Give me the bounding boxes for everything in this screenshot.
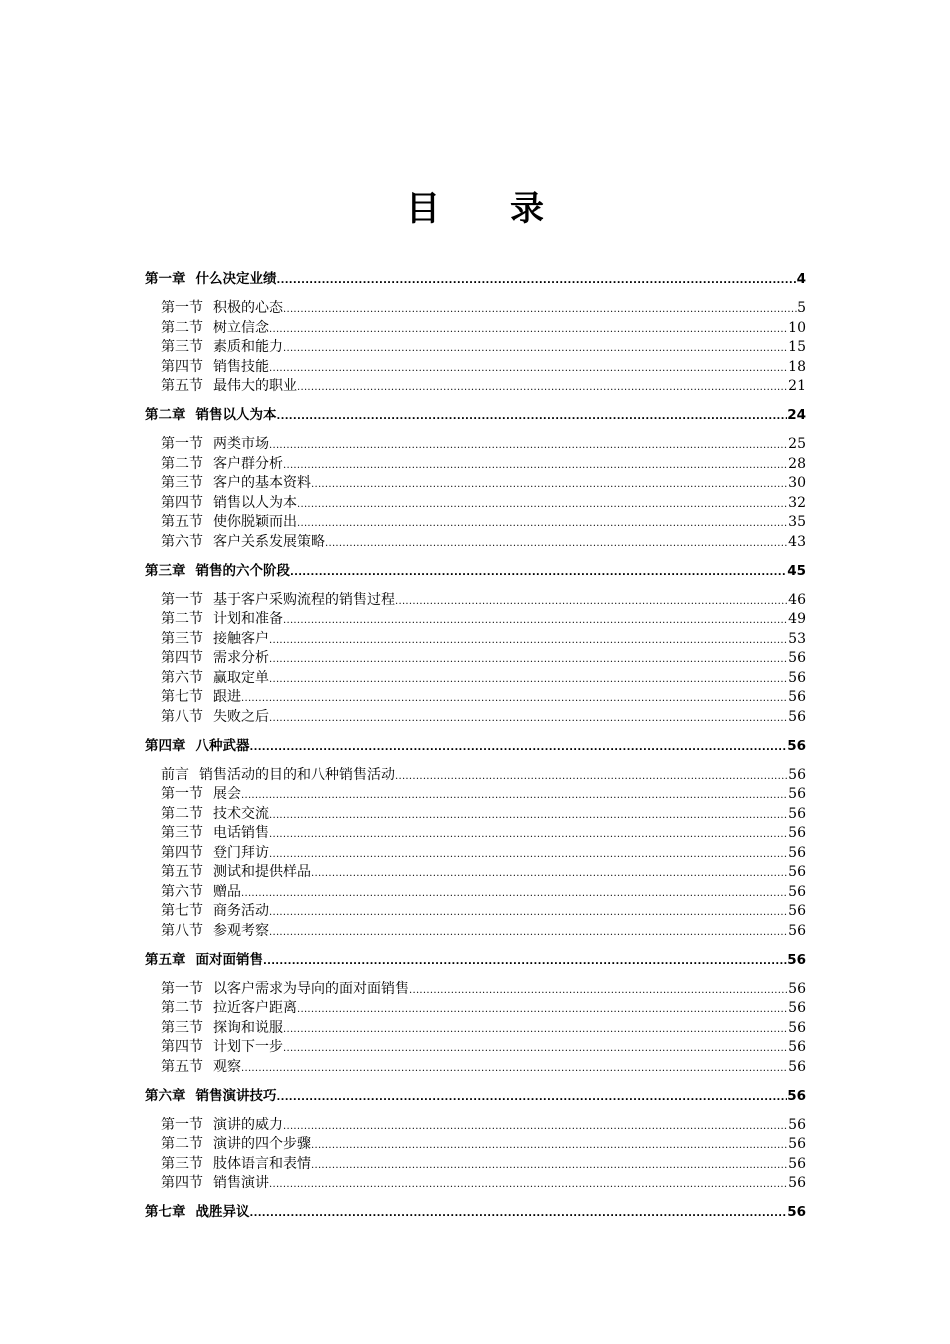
toc-chapter-entry[interactable] <box>145 1087 806 1107</box>
dot-leader <box>409 981 788 1000</box>
section-page-number: 56 <box>788 669 806 686</box>
chapter-block <box>145 270 806 397</box>
section-page-number: 18 <box>788 358 806 375</box>
chapter-block <box>145 951 806 1078</box>
chapter-title: 销售演讲技巧 <box>195 1087 277 1104</box>
dot-leader <box>277 271 797 290</box>
section-title: 失败之后 <box>213 708 269 725</box>
dot-leader <box>297 1000 788 1019</box>
toc-section-entry[interactable] <box>145 766 806 786</box>
toc-section-entry[interactable] <box>145 902 806 922</box>
section-title: 销售技能 <box>213 358 269 375</box>
section-page-number: 49 <box>788 611 806 627</box>
section-title: 客户群分析 <box>213 455 283 472</box>
toc-section-entry[interactable] <box>145 533 806 553</box>
chapter-number: 第六章 <box>145 1087 186 1104</box>
section-label <box>161 319 269 339</box>
section-number: 第一节 <box>161 1116 203 1133</box>
section-label <box>161 630 269 650</box>
dot-leader <box>311 1156 788 1175</box>
section-label <box>161 513 297 533</box>
dot-leader <box>311 864 788 883</box>
section-number: 第一节 <box>161 980 203 997</box>
section-number: 第四节 <box>161 1039 203 1055</box>
section-label <box>161 844 269 864</box>
toc-chapter-entry[interactable] <box>145 951 806 971</box>
dot-leader <box>250 738 788 757</box>
section-title: 测试和提供样品 <box>213 864 311 880</box>
chapter-label <box>145 1203 250 1223</box>
section-label <box>161 883 241 903</box>
chapter-block <box>145 562 806 728</box>
chapter-page-number: 4 <box>796 271 806 287</box>
chapter-number: 第三章 <box>145 562 186 579</box>
dot-leader <box>283 1039 788 1058</box>
toc-section-entry[interactable] <box>145 1058 806 1078</box>
section-page-number: 56 <box>788 980 806 997</box>
section-title: 计划和准备 <box>213 611 283 627</box>
toc-section-entry[interactable] <box>145 863 806 883</box>
toc-section-entry[interactable] <box>145 494 806 514</box>
section-page-number: 21 <box>788 378 806 394</box>
dot-leader <box>269 1175 788 1194</box>
chapter-title: 销售的六个阶段 <box>195 562 290 579</box>
section-number: 第二节 <box>161 611 203 627</box>
chapter-block <box>145 1087 806 1194</box>
section-number: 第三节 <box>161 475 203 491</box>
chapter-label <box>145 951 263 971</box>
toc-section-entry[interactable] <box>145 883 806 903</box>
toc-section-entry[interactable] <box>145 1174 806 1194</box>
dot-leader <box>269 903 788 922</box>
section-number: 第四节 <box>161 844 203 861</box>
section-number: 第四节 <box>161 358 203 375</box>
dot-leader <box>395 592 788 611</box>
section-page-number: 56 <box>788 805 806 822</box>
section-page-number: 35 <box>788 514 806 530</box>
toc-section-entry[interactable] <box>145 455 806 475</box>
section-label <box>161 377 297 397</box>
dot-leader <box>290 563 787 582</box>
section-number: 第六节 <box>161 669 203 686</box>
toc-chapter-entry[interactable] <box>145 562 806 582</box>
dot-leader <box>325 534 788 553</box>
section-label <box>161 1135 311 1155</box>
section-label <box>161 610 283 630</box>
section-title: 跟进 <box>213 689 241 705</box>
toc-chapter-entry[interactable] <box>145 406 806 426</box>
section-label <box>161 785 241 805</box>
section-label <box>161 980 409 1000</box>
section-label <box>161 688 241 708</box>
section-label <box>161 1155 311 1175</box>
dot-leader <box>283 1020 788 1039</box>
section-label <box>161 435 269 455</box>
toc-section-entry[interactable] <box>145 669 806 689</box>
section-label <box>161 863 311 883</box>
dot-leader <box>269 650 788 669</box>
section-title: 演讲的四个步骤 <box>213 1136 311 1152</box>
section-page-number: 46 <box>788 591 806 608</box>
section-number: 第八节 <box>161 922 203 939</box>
section-title: 赢取定单 <box>213 669 269 686</box>
toc-section-entry[interactable] <box>145 435 806 455</box>
dot-leader <box>297 378 788 397</box>
dot-leader <box>241 1059 788 1078</box>
section-label <box>161 1174 269 1194</box>
dot-leader <box>269 359 788 378</box>
section-label <box>161 1019 283 1039</box>
section-number: 第一节 <box>161 436 203 452</box>
section-page-number: 56 <box>788 1175 806 1191</box>
chapter-label <box>145 406 277 426</box>
section-number: 第一节 <box>161 591 203 608</box>
section-number: 第八节 <box>161 708 203 725</box>
section-label <box>161 455 283 475</box>
section-page-number: 56 <box>788 1116 806 1133</box>
section-label <box>161 1058 241 1078</box>
toc-section-entry[interactable] <box>145 824 806 844</box>
section-number: 前言 <box>161 766 189 783</box>
dot-leader <box>263 952 787 971</box>
section-number: 第一节 <box>161 300 203 316</box>
section-title: 电话销售 <box>213 825 269 841</box>
dot-leader <box>269 320 788 339</box>
section-title: 需求分析 <box>213 650 269 666</box>
toc-section-entry[interactable] <box>145 513 806 533</box>
section-page-number: 56 <box>788 1155 806 1172</box>
section-number: 第三节 <box>161 339 203 355</box>
section-label <box>161 474 311 494</box>
section-page-number: 56 <box>788 825 806 841</box>
dot-leader <box>241 689 788 708</box>
section-title: 销售演讲 <box>213 1175 269 1191</box>
section-title: 客户关系发展策略 <box>213 533 325 550</box>
section-title: 登门拜访 <box>213 844 269 861</box>
section-page-number: 56 <box>788 689 806 705</box>
dot-leader <box>269 631 788 650</box>
section-page-number: 56 <box>788 1019 806 1036</box>
section-title: 观察 <box>213 1058 241 1075</box>
dot-leader <box>250 1204 788 1223</box>
section-title: 销售以人为本 <box>213 494 297 511</box>
chapter-title: 八种武器 <box>195 737 250 754</box>
section-number: 第六节 <box>161 533 203 550</box>
section-title: 两类市场 <box>213 436 269 452</box>
toc-section-entry[interactable] <box>145 1116 806 1136</box>
section-page-number: 10 <box>788 319 806 336</box>
title-char-2: 录 <box>510 189 614 229</box>
chapter-page-number: 56 <box>787 1087 806 1104</box>
chapter-block <box>145 1203 806 1223</box>
chapter-title: 面对面销售 <box>195 951 263 968</box>
toc-chapter-entry[interactable] <box>145 270 806 290</box>
chapter-page-number: 56 <box>787 1204 806 1220</box>
toc-section-entry[interactable] <box>145 1155 806 1175</box>
section-page-number: 28 <box>788 455 806 472</box>
section-number: 第三节 <box>161 630 203 647</box>
section-number: 第五节 <box>161 864 203 880</box>
toc-section-entry[interactable] <box>145 922 806 942</box>
section-number: 第二节 <box>161 319 203 336</box>
section-label <box>161 591 395 611</box>
section-label <box>161 338 283 358</box>
section-title: 销售活动的目的和八种销售活动 <box>199 766 395 783</box>
section-label <box>161 533 325 553</box>
section-label <box>161 824 269 844</box>
toc-section-entry[interactable] <box>145 610 806 630</box>
section-label <box>161 649 269 669</box>
chapter-title: 什么决定业绩 <box>195 271 277 287</box>
dot-leader <box>283 339 788 358</box>
section-title: 肢体语言和表情 <box>213 1155 311 1172</box>
section-page-number: 56 <box>788 1058 806 1075</box>
dot-leader <box>297 514 788 533</box>
section-label <box>161 494 297 514</box>
toc-section-entry[interactable] <box>145 688 806 708</box>
section-page-number: 56 <box>788 883 806 900</box>
section-page-number: 56 <box>788 1136 806 1152</box>
toc-section-entry[interactable] <box>145 630 806 650</box>
dot-leader <box>241 786 788 805</box>
section-label <box>161 708 269 728</box>
section-number: 第二节 <box>161 1136 203 1152</box>
section-title: 最伟大的职业 <box>213 378 297 394</box>
toc-section-entry[interactable] <box>145 1019 806 1039</box>
dot-leader <box>277 407 788 426</box>
section-page-number: 56 <box>788 708 806 725</box>
toc-section-entry[interactable] <box>145 980 806 1000</box>
toc-section-entry[interactable] <box>145 1038 806 1058</box>
section-page-number: 56 <box>788 844 806 861</box>
chapter-page-number: 56 <box>787 737 806 754</box>
section-label <box>161 902 269 922</box>
section-number: 第七节 <box>161 903 203 919</box>
toc-section-entry[interactable] <box>145 377 806 397</box>
section-page-number: 56 <box>788 650 806 666</box>
toc-section-entry[interactable] <box>145 785 806 805</box>
section-number: 第七节 <box>161 689 203 705</box>
chapter-label <box>145 737 250 757</box>
chapter-number: 第二章 <box>145 407 186 423</box>
section-title: 技术交流 <box>213 805 269 822</box>
toc-section-entry[interactable] <box>145 591 806 611</box>
dot-leader <box>311 475 788 494</box>
toc-section-entry[interactable] <box>145 649 806 669</box>
chapter-number: 第一章 <box>145 271 186 287</box>
toc-section-entry[interactable] <box>145 474 806 494</box>
table-of-contents <box>145 270 806 1232</box>
section-label <box>161 1038 283 1058</box>
section-number: 第二节 <box>161 805 203 822</box>
dot-leader <box>269 806 788 825</box>
section-number: 第四节 <box>161 1175 203 1191</box>
section-number: 第二节 <box>161 455 203 472</box>
toc-chapter-entry[interactable] <box>145 737 806 757</box>
dot-leader <box>297 495 788 514</box>
dot-leader <box>311 1136 788 1155</box>
section-title: 客户的基本资料 <box>213 475 311 491</box>
section-number: 第三节 <box>161 1019 203 1036</box>
section-label <box>161 669 269 689</box>
section-number: 第五节 <box>161 378 203 394</box>
toc-section-entry[interactable] <box>145 708 806 728</box>
section-title: 拉近客户距离 <box>213 1000 297 1016</box>
toc-section-entry[interactable] <box>145 319 806 339</box>
toc-section-entry[interactable] <box>145 358 806 378</box>
page-title <box>0 186 950 232</box>
section-title: 接触客户 <box>213 630 269 647</box>
section-page-number: 43 <box>788 533 806 550</box>
section-page-number: 25 <box>788 436 806 452</box>
chapter-number: 第五章 <box>145 951 186 968</box>
section-label <box>161 999 297 1019</box>
section-label <box>161 358 269 378</box>
toc-section-entry[interactable] <box>145 1135 806 1155</box>
dot-leader <box>269 436 788 455</box>
section-label <box>161 299 283 319</box>
toc-section-entry[interactable] <box>145 338 806 358</box>
section-title: 参观考察 <box>213 922 269 939</box>
chapter-number: 第七章 <box>145 1204 186 1220</box>
section-page-number: 56 <box>788 1000 806 1016</box>
section-title: 展会 <box>213 786 241 802</box>
toc-section-entry[interactable] <box>145 844 806 864</box>
section-page-number: 56 <box>788 786 806 802</box>
section-page-number: 56 <box>788 864 806 880</box>
section-label <box>161 1116 283 1136</box>
section-title: 以客户需求为导向的面对面销售 <box>213 980 409 997</box>
dot-leader <box>277 1088 788 1107</box>
section-title: 树立信念 <box>213 319 269 336</box>
chapter-title: 销售以人为本 <box>195 407 277 423</box>
chapter-number: 第四章 <box>145 737 186 754</box>
section-number: 第六节 <box>161 883 203 900</box>
chapter-label <box>145 270 277 290</box>
section-number: 第三节 <box>161 825 203 841</box>
chapter-page-number: 56 <box>787 951 806 968</box>
section-title: 探询和说服 <box>213 1019 283 1036</box>
section-label <box>161 805 269 825</box>
dot-leader <box>395 767 788 786</box>
toc-section-entry[interactable] <box>145 805 806 825</box>
section-label <box>161 766 395 786</box>
section-page-number: 56 <box>788 1039 806 1055</box>
chapter-block <box>145 406 806 552</box>
dot-leader <box>269 845 788 864</box>
title-char-1: 目 <box>406 189 510 229</box>
section-title: 赠品 <box>213 883 241 900</box>
section-number: 第五节 <box>161 1058 203 1075</box>
section-page-number: 53 <box>788 630 806 647</box>
dot-leader <box>269 709 788 728</box>
toc-chapter-entry[interactable] <box>145 1203 806 1223</box>
section-title: 计划下一步 <box>213 1039 283 1055</box>
section-label <box>161 922 269 942</box>
chapter-label <box>145 1087 277 1107</box>
chapter-title: 战胜异议 <box>195 1204 250 1220</box>
section-number: 第三节 <box>161 1155 203 1172</box>
section-number: 第二节 <box>161 1000 203 1016</box>
section-number: 第四节 <box>161 650 203 666</box>
dot-leader <box>283 300 797 319</box>
chapter-block <box>145 737 806 942</box>
dot-leader <box>241 884 788 903</box>
section-number: 第四节 <box>161 494 203 511</box>
dot-leader <box>283 1117 788 1136</box>
chapter-page-number: 45 <box>787 562 806 579</box>
section-title: 积极的心态 <box>213 300 283 316</box>
section-page-number: 30 <box>788 475 806 491</box>
chapter-label <box>145 562 290 582</box>
section-page-number: 56 <box>788 766 806 783</box>
section-title: 商务活动 <box>213 903 269 919</box>
section-title: 素质和能力 <box>213 339 283 355</box>
section-page-number: 5 <box>797 300 806 316</box>
toc-section-entry[interactable] <box>145 999 806 1019</box>
section-page-number: 56 <box>788 903 806 919</box>
section-title: 演讲的威力 <box>213 1116 283 1133</box>
dot-leader <box>269 670 788 689</box>
section-number: 第一节 <box>161 786 203 802</box>
dot-leader <box>269 825 788 844</box>
toc-section-entry[interactable] <box>145 299 806 319</box>
section-page-number: 15 <box>788 339 806 355</box>
section-title: 基于客户采购流程的销售过程 <box>213 591 395 608</box>
dot-leader <box>269 923 788 942</box>
section-number: 第五节 <box>161 514 203 530</box>
dot-leader <box>283 456 788 475</box>
chapter-page-number: 24 <box>787 407 806 423</box>
section-page-number: 56 <box>788 922 806 939</box>
section-page-number: 32 <box>788 494 806 511</box>
dot-leader <box>283 611 788 630</box>
section-title: 使你脱颖而出 <box>213 514 297 530</box>
